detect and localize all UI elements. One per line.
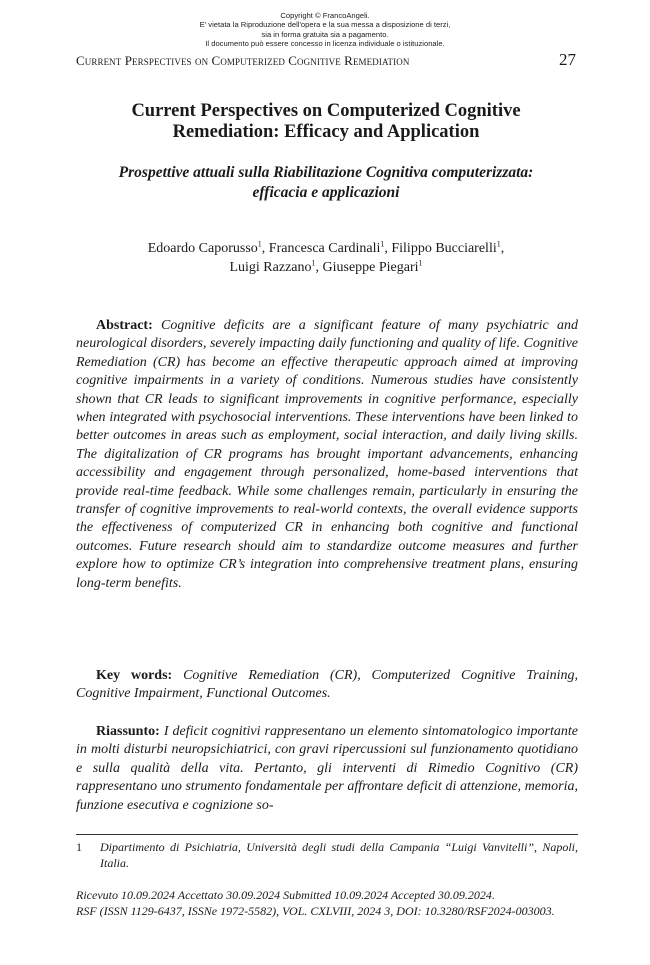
paper-title	[76, 101, 576, 143]
paper-title-line: Remediation: Efficacy and Application	[172, 122, 480, 142]
riassunto	[76, 723, 578, 815]
keywords	[76, 667, 578, 704]
author-affiliation: 1	[257, 239, 262, 249]
author-separator: ,	[261, 241, 269, 256]
copyright-line: E' vietata la Riproduzione dell'opera e la sua messa a disposizione di terzi,	[199, 20, 451, 30]
footnote-number: 1	[76, 840, 82, 854]
keywords-label: Key words:	[96, 668, 173, 683]
abstract-label: Abstract:	[96, 318, 153, 333]
author-affiliation: 1	[380, 239, 385, 249]
footnote	[76, 840, 578, 871]
author-separator: ,	[315, 259, 323, 275]
paper-title-line: Current Perspectives on Computerized Cognitive	[131, 101, 521, 121]
riassunto-label: Riassunto:	[96, 724, 160, 739]
copyright-notice	[0, 11, 650, 49]
author	[322, 257, 423, 275]
copyright-line: Copyright © FrancoAngeli.	[280, 11, 370, 20]
author-affiliation: 1	[311, 257, 316, 267]
author-name: Giuseppe Piegari	[322, 259, 419, 275]
author-name: Francesca Cardinali	[268, 241, 381, 256]
running-header	[76, 50, 576, 70]
riassunto-text: I deficit cognitivi rappresentano un elemento sintomatologico importante in molti disturbi neuropsichiatrici, con gravi ripercussioni sul funzionamento quotidiano e sulla qualità della vita. Pertanto, gli interventi di Rimedio Cognitivo (CR) rappresentano uno strumento fondamentale per affrontare deficit di attenzione, memoria, funzione esecutiva e cognizione so-	[76, 724, 578, 813]
paper-subtitle-line: efficacia e applicazioni	[252, 183, 400, 201]
footnote-divider	[76, 834, 578, 835]
author-name: Filippo Bucciarelli	[391, 241, 497, 256]
author-affiliation: 1	[496, 239, 501, 249]
keywords-text: Cognitive Remediation (CR), Computerized Cognitive Training, Cognitive Impairment, Functional Outcomes.	[76, 668, 579, 702]
running-title: Current Perspectives on Computerized Cognitive Remediation	[76, 53, 410, 68]
author-separator: ,	[384, 241, 392, 256]
author	[148, 241, 269, 256]
page-number: 27	[559, 50, 576, 69]
author-list	[76, 240, 576, 277]
author-affiliation: 1	[418, 257, 423, 267]
paper-subtitle	[76, 163, 576, 202]
author-name: Edoardo Caporusso	[147, 241, 258, 256]
journal-citation: RSF (ISSN 1129-6437, ISSNe 1972-5582), VOL. CXLVIII, 2024 3, DOI: 10.3280/RSF2024-003003.	[76, 903, 555, 918]
author-name: Luigi Razzano	[229, 259, 312, 275]
paper-subtitle-line: Prospettive attuali sulla Riabilitazione Cognitiva computerizzata:	[118, 164, 534, 181]
abstract	[76, 317, 578, 593]
publication-info	[76, 888, 586, 919]
author-separator: ,	[500, 241, 505, 256]
author	[391, 241, 504, 256]
received-dates: Ricevuto 10.09.2024 Accettato 30.09.2024 Submitted 10.09.2024 Accepted 30.09.2024.	[76, 888, 495, 902]
author	[269, 241, 392, 256]
copyright-line: sia in forma gratuita sia a pagamento.	[261, 29, 389, 39]
author	[229, 257, 323, 275]
copyright-line: Il documento può essere concesso in licenza individuale o istituzionale.	[205, 39, 445, 49]
footnote-text: Dipartimento di Psichiatria, Università degli studi della Campania “Luigi Vanvitelli”, Napoli, Italia.	[100, 840, 578, 870]
abstract-text: Cognitive deficits are a significant feature of many psychiatric and neurological disorders, severely impacting daily functioning and quality of life. Cognitive Remediation (CR) has become an effective therapeutic approach aimed at improving cognitive impairments in a variety of conditions. Numerous studies have consistently shown that CR leads to significant improvements in cognitive performance, especially when integrated with psychosocial interventions. These interventions have been linked to better outcomes in areas such as employment, social interaction, and daily living skills. The digitalization of CR programs has brought important advancements, enhancing accessibility and engagement through personalized, home-based interventions that provide real-time feedback. While some challenges remain, particularly in ensuring the transfer of cognitive improvements to real-world contexts, the overall evidence supports the effectiveness of computerized CR in enhancing both cognitive and functional outcomes. Future research should aim to standardize outcome measures and further explore how to optimize CR’s integration into comprehensive treatment plans, ensuring long-term benefits.	[76, 318, 579, 591]
